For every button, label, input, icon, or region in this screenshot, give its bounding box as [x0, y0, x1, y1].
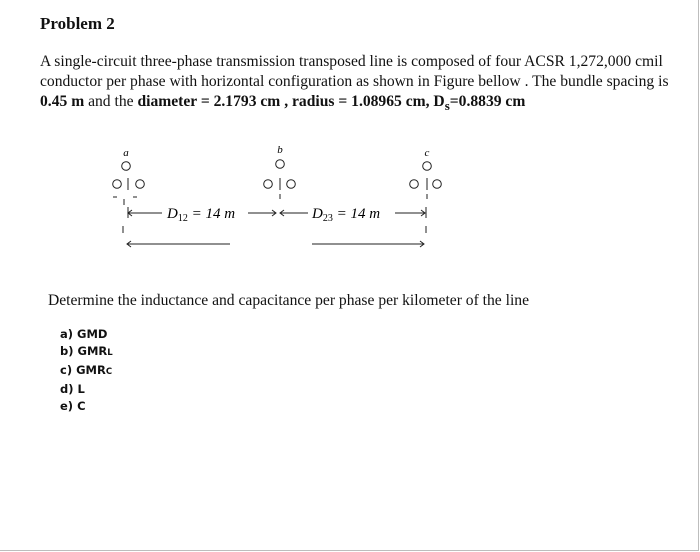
conductor-a-top	[122, 162, 131, 171]
list-item: c) GMRC	[60, 363, 113, 377]
phase-label-b: b	[277, 144, 283, 156]
d23-label: $D_{23} = 14$ m	[312, 206, 381, 224]
question-text: Determine the inductance and capacitance per phase per kilometer of the line	[48, 292, 530, 309]
phase-label-c: c	[424, 147, 430, 159]
diameter-value: diameter = 2.1793 cm ,	[137, 93, 289, 110]
d12-label: $D_{12} = 14$ m	[167, 206, 236, 224]
radius-value: radius = 1.08965 cm, D	[292, 93, 445, 110]
subquestion-list	[60, 326, 113, 415]
ds-value: =0.8839 cm	[449, 93, 526, 110]
conductor-b-right	[287, 180, 296, 189]
problem-heading: Problem 2	[40, 14, 115, 33]
conductor-c-left	[410, 180, 419, 189]
phase-label-a: a	[123, 147, 129, 159]
conductor-a-right	[136, 180, 145, 189]
bundle-spacing-value: 0.45	[40, 93, 68, 110]
conductor-c-right	[433, 180, 442, 189]
conductor-b-left	[264, 180, 273, 189]
list-item: d) L	[60, 382, 85, 396]
statement-and: and the	[84, 93, 138, 110]
list-item: e) C	[60, 399, 86, 413]
conductor-a-left	[113, 180, 122, 189]
conductor-c-top	[423, 162, 432, 171]
list-item: b) GMRL	[60, 344, 113, 358]
bundle-spacing-unit: m	[67, 93, 85, 110]
statement-text: A single-circuit three-phase transmission transposed line is composed of four ACSR 1,272,000 cmil conductor per phase with horizontal configuration as shown in Figure bellow . The bundle spacing is	[40, 53, 669, 90]
conductor-b-top	[276, 160, 285, 169]
ds-subscript: s	[444, 98, 450, 114]
list-item: a) GMD	[60, 327, 108, 341]
